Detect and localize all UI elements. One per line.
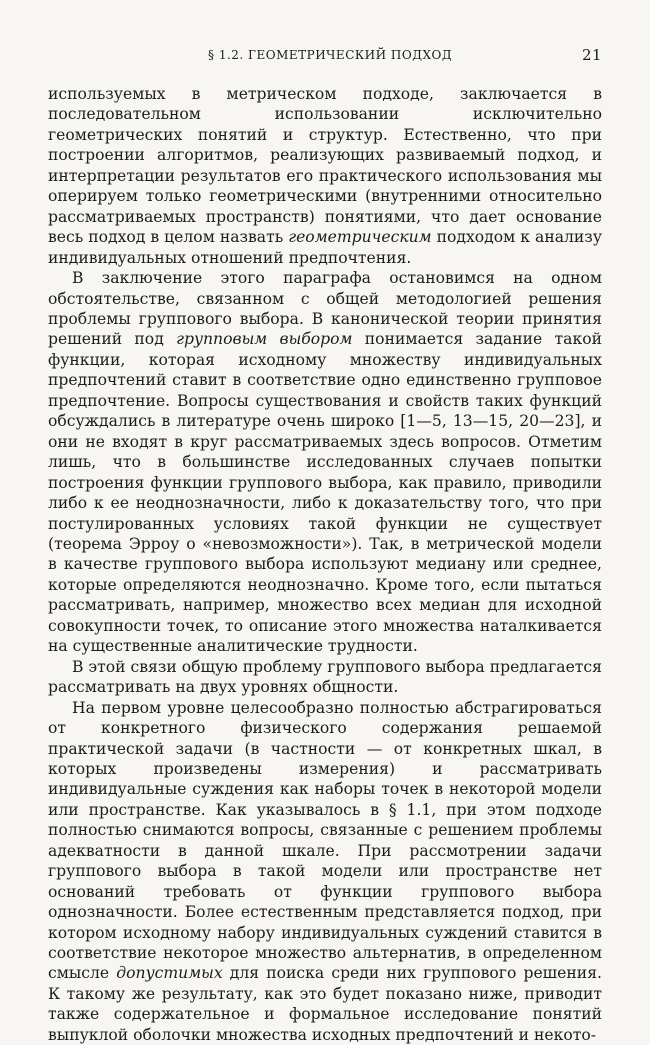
text-run: для поиска среди них группового решения. К такому же результату, как это будет показано ниже, приводит также содержательное и формальное исследование понятий выпуклой оболочки множества исходных предпочтений и некото-: [48, 964, 602, 1044]
paragraph: [48, 268, 602, 657]
italic-term: допустимых: [116, 964, 223, 983]
italic-term: геометрическим: [288, 228, 432, 247]
paragraph: [48, 698, 602, 1045]
text-run: На первом уровне целесообразно полностью абстрагироваться от конкретного физического содержания решаемой практической задачи (в частности — от конкретных шкал, в которых произведены измерения) и рассматривать индивидуальные суждения как наборы точек в некоторой модели или пространстве. Как указывалось в § 1.1, при этом подходе полностью снимаются вопросы, связанные с решением проблемы адекватности в данной шкале. При рассмотрении задачи группового выбора в такой модели или пространстве нет оснований требовать от функции группового выбора однозначности. Более естественным представляется подход, при котором исходному набору индивидуальных суждений ставится в соответствие некоторое множество альтернатив, в определенном смысле: [48, 698, 602, 983]
text-run: В этой связи общую проблему группового выбора предлагается рассматривать на двух уровнях общности.: [48, 657, 602, 697]
text-run: понимается задание такой функции, которая исходному множеству индивидуальных предпочтений ставит в соответствие одно единственно групповое предпочтение. Вопросы существования и свойств таких функций обсуждались в литературе очень широко [1—5, 13—15, 20—23], и они не входят в круг рассматриваемых здесь вопросов. Отметим лишь, что в большинстве исследованных случаев попытки построения функции группового выбора, как правило, приводили либо к ее неоднозначности, либо к доказательству того, что при постулированных условиях такой функции не существует (теорема Эрроу о «невозможности»). Так, в метрической модели в качестве группового выбора используют медиану или среднее, которые определяются неоднозначно. Кроме того, если пытаться рассматривать, например, множество всех медиан для исходной совокупности точек, то описание этого множества наталкивается на существенные аналитические трудности.: [48, 330, 602, 656]
paragraph: [48, 657, 602, 698]
italic-term: групповым выбором: [176, 330, 353, 349]
text-run: подходом к анализу индивидуальных отношений предпочтения.: [48, 228, 602, 267]
body-text: [48, 84, 602, 1045]
text-run: В заключение этого параграфа остановимся на одном обстоятельстве, связанном с общей методологией решения проблемы группового выбора. В канонической теории принятия решений под: [48, 269, 602, 349]
paragraph-continued: [48, 84, 602, 268]
text-run: используемых в метрическом подходе, заключается в последовательном использовании исключительно геометрических понятий и структур. Естественно, что при построении алгоритмов, реализующих развиваемый подход, и интерпретации результатов его практического использования мы оперируем только геометрическими (внутренними относительно рассматриваемых пространств) понятиями, что дает основание весь подход в целом назвать: [48, 85, 602, 247]
running-head: [0, 46, 650, 68]
running-title: § 1.2. ГЕОМЕТРИЧЕСКИЙ ПОДХОД: [208, 48, 453, 62]
page-number: 21: [582, 46, 603, 64]
